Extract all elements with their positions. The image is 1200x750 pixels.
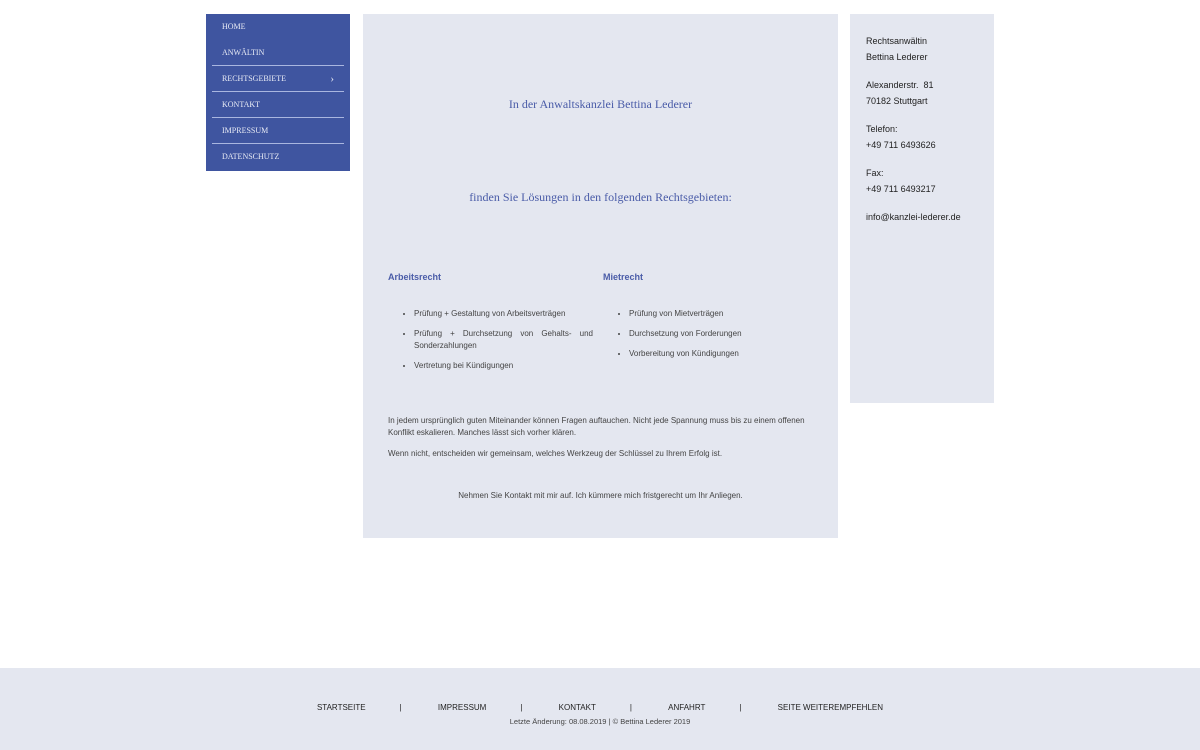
list-item: • Prüfung + Gestaltung von Arbeitsverträgen [414,308,593,320]
column-mietrecht [603,272,808,368]
contact-street: Alexanderstr. 81 [866,80,934,90]
footer-link-anfahrt[interactable]: ANFAHRT [668,703,706,712]
contact-city: 70182 Stuttgart [866,96,928,106]
contact-sidebar [850,14,994,403]
separator: | [520,703,523,712]
main-navigation [206,14,350,171]
chevron-right-icon: › [330,72,334,85]
fax-number: +49 711 6493217 [866,184,936,194]
phone-label: Telefon: [866,124,898,134]
column-arbeitsrecht [388,272,593,380]
nav-label: ANWÄLTIN [222,48,265,57]
call-to-action: Nehmen Sie Kontakt mit mir auf. Ich kümmere mich fristgerecht um Ihr Anliegen. [458,491,743,500]
fax-label: Fax: [866,168,884,178]
separator: | [399,703,402,712]
nav-item-rechtsgebiete[interactable] [212,66,344,92]
phone-number[interactable]: +49 711 6493626 [866,140,936,150]
paragraph-tool: Wenn nicht, entscheiden wir gemeinsam, welches Werkzeug der Schlüssel zu Ihrem Erfolg ist. [388,449,723,458]
footer-link-weiterempfehlen[interactable]: SEITE WEITEREMPFEHLEN [777,703,884,712]
list-item: • Prüfung + Durchsetzung von Gehalts- und Sonderzahlungen [414,328,593,352]
nav-item-impressum[interactable] [212,118,344,144]
nav-label: IMPRESSUM [222,126,269,135]
list-item: • Vertretung bei Kündigungen [414,360,593,372]
column-title: Arbeitsrecht [388,272,442,282]
contact-title: Rechtsanwältin [866,36,928,46]
nav-label: RECHTSGEBIETE [222,74,286,83]
intro-heading: In der Anwaltskanzlei Bettina Lederer [508,97,693,111]
list-item: • Vorbereitung von Kündigungen [629,348,808,360]
column-title: Mietrecht [603,272,644,282]
nav-label: DATENSCHUTZ [222,152,280,161]
nav-item-datenschutz[interactable] [212,144,344,170]
intro-subheading: finden Sie Lösungen in den folgenden Rechtsgebieten: [469,190,732,204]
contact-name: Bettina Lederer [866,52,928,62]
separator: | [739,703,742,712]
list-item: • Durchsetzung von Forderungen [629,328,808,340]
footer-link-kontakt[interactable]: KONTAKT [558,703,596,712]
email-link[interactable]: info@kanzlei-lederer.de [866,212,961,222]
footer-note: Letzte Änderung: 08.08.2019 | © Bettina Lederer 2019 [509,717,691,726]
nav-item-kontakt[interactable] [212,92,344,118]
footer-link-impressum[interactable]: IMPRESSUM [437,703,487,712]
nav-label: KONTAKT [222,100,261,109]
nav-label: HOME [222,22,246,31]
footer [0,668,1200,750]
list-item: • Prüfung von Mietverträgen [629,308,808,320]
paragraph-intro: In jedem ursprünglich guten Miteinander können Fragen auftauchen. Nicht jede Spannung muss bis zu einem offenen Konflikt eskalieren. Manches lässt sich vorher klären. [388,416,805,437]
separator: | [629,703,632,712]
main-content [363,14,838,538]
nav-item-anwaeltin[interactable] [212,40,344,66]
footer-link-startseite[interactable]: STARTSEITE [316,703,366,712]
nav-item-home[interactable] [212,14,344,40]
